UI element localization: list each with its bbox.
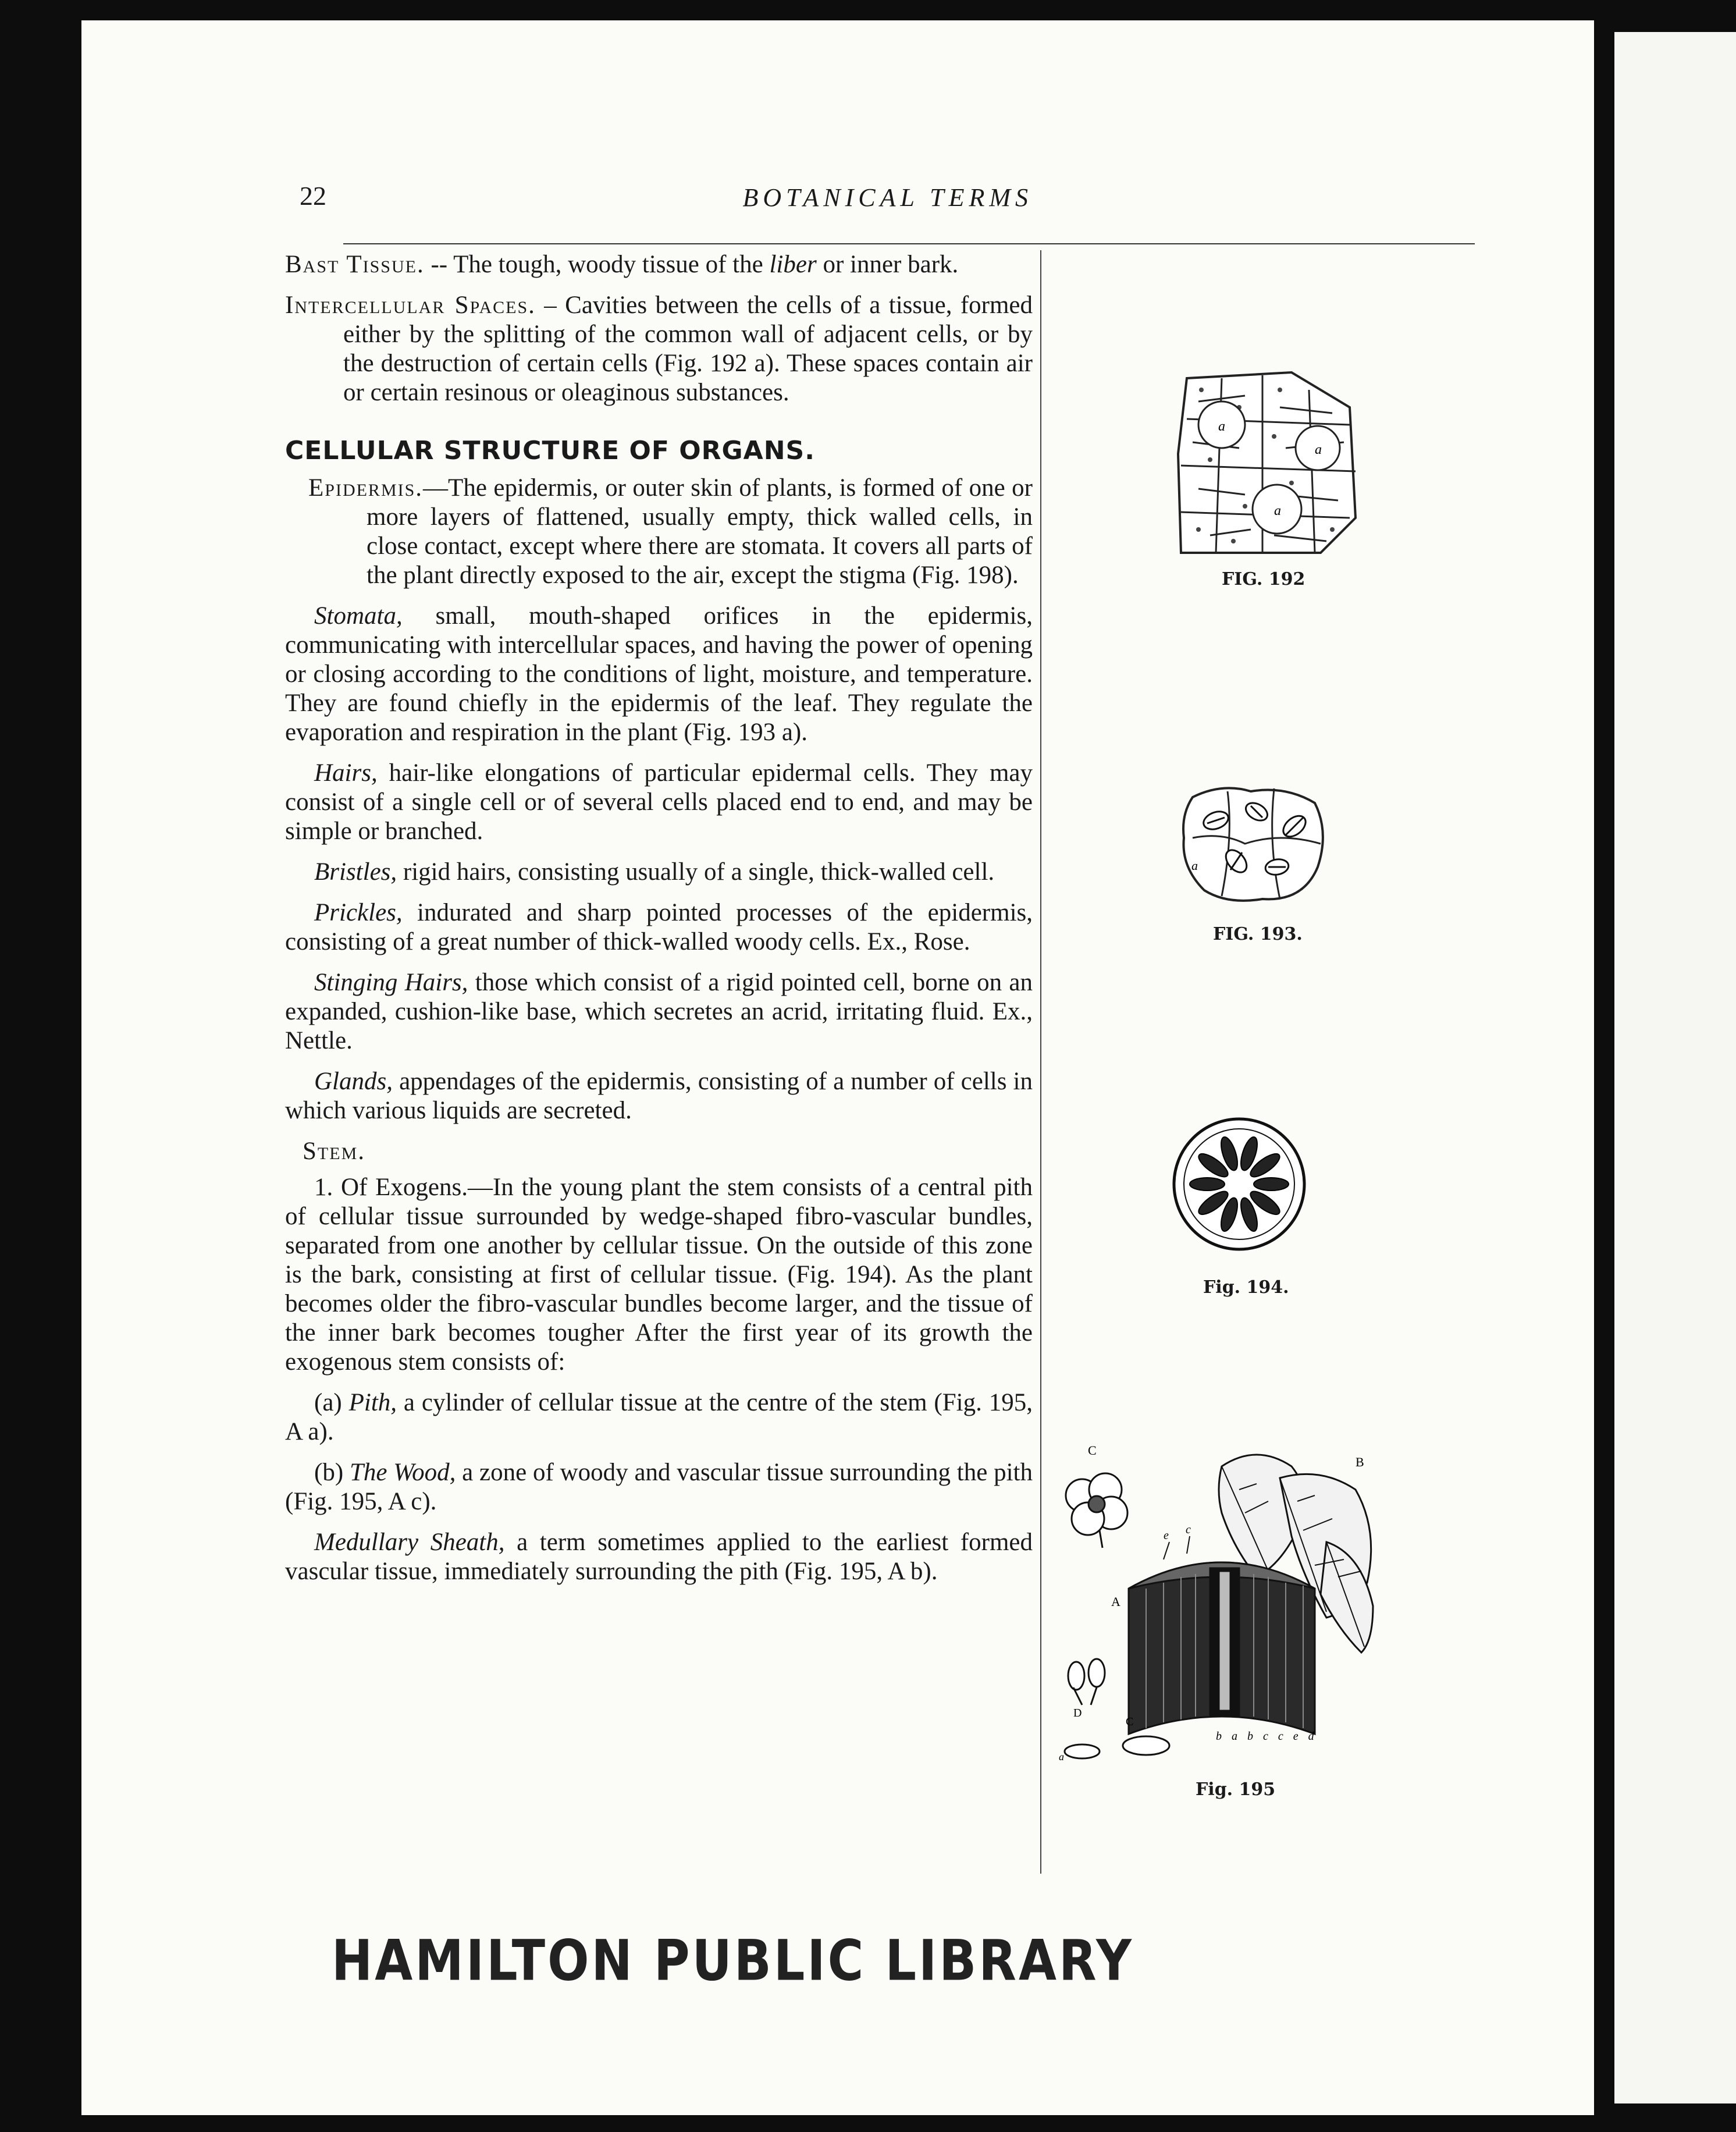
- fig195-label-a-upper: A: [1111, 1594, 1120, 1609]
- fig192-label-a3: a: [1274, 503, 1281, 518]
- item-prefix: (b): [314, 1459, 350, 1486]
- item-term: The Wood,: [349, 1459, 456, 1486]
- subentry-text: indurated and sharp pointed processes of the epidermis, consisting of a great number of thick-walled woody cells. Ex., Rose.: [285, 899, 1033, 955]
- fig195-label-c-upper: C: [1088, 1443, 1097, 1458]
- subentry-term: Stomata,: [314, 602, 403, 630]
- stem-heading: Stem.: [303, 1138, 365, 1165]
- fig195-label-c: c: [1186, 1523, 1191, 1536]
- subentry-term: Glands,: [314, 1068, 393, 1095]
- entry-bast-tissue: [285, 250, 1033, 279]
- entry-intercellular-spaces: [285, 291, 1033, 407]
- fig195-label-d: D: [1073, 1707, 1082, 1719]
- figure-195-caption: Fig. 195: [1196, 1779, 1276, 1800]
- entry-epidermis: [308, 474, 1033, 590]
- fig195-label-a-lower: a: [1059, 1751, 1064, 1763]
- subentry-text: rigid hairs, consisting usually of a single, thick-walled cell.: [397, 858, 995, 886]
- entry-text: -- The tough, woody tissue of the: [424, 251, 770, 278]
- subentry-bristles: [285, 858, 1033, 887]
- entry-italic: liber: [769, 251, 817, 278]
- fig194-vascular-bundle: [1254, 1178, 1289, 1191]
- facing-page-edge: [1614, 32, 1736, 2103]
- item-text: a zone of woody and vascular tissue surrounding the pith (Fig. 195, A c).: [285, 1459, 1033, 1515]
- figure-194-stem-section: [1169, 1114, 1309, 1254]
- figure-193-stomata: [1175, 780, 1332, 908]
- figure-194-caption: Fig. 194.: [1203, 1277, 1289, 1298]
- entry-text-end: or inner bark.: [816, 251, 959, 278]
- item-text: a term sometimes applied to the earliest formed vascular tissue, immediately surrounding the pith (Fig. 195, A b).: [285, 1529, 1033, 1585]
- entry-term: Epidermis.: [308, 474, 424, 502]
- item-term: Medullary Sheath,: [314, 1529, 505, 1556]
- subentry-text: appendages of the epidermis, consisting of a number of cells in which various liquids are secreted.: [285, 1068, 1033, 1124]
- running-head: [300, 175, 1033, 221]
- subentry-text: small, mouth-shaped orifices in the epidermis, communicating with intercellular spaces, and having the power of opening or closing according to the conditions of light, moisture, and temperature. They are found chiefly in the epidermis of the leaf. They regulate the evaporation and respiration in the plant (Fig. 193 a).: [285, 602, 1033, 746]
- subentry-stomata: [285, 602, 1033, 747]
- library-stamp: HAMILTON PUBLIC LIBRARY: [332, 1927, 1134, 1994]
- fig192-label-a2: a: [1315, 442, 1322, 457]
- subentry-hairs: [285, 759, 1033, 846]
- subentry-term: Hairs,: [314, 759, 378, 787]
- stem-item-pith: [285, 1388, 1033, 1447]
- subentry-text: hair-like elongations of particular epidermal cells. They may consist of a single cell or of several cells placed end to end, and may be simple or branched.: [285, 759, 1033, 845]
- item-term: Pith,: [348, 1389, 397, 1416]
- entry-term: Bast Tissue.: [285, 251, 425, 278]
- fig195-stem-section: [1129, 1562, 1315, 1734]
- subentry-term: Prickles,: [314, 899, 403, 926]
- subentry-glands: [285, 1067, 1033, 1125]
- fig195-label-c-lower: C: [1126, 1715, 1134, 1728]
- fig195-flower: [1066, 1473, 1127, 1548]
- entry-text: – Cavities between the cells of a tissue, formed either by the splitting of the common wall of adjacent cells, or by the destruction of certain cells (Fig. 192 a). These spaces contain air or certain resinous or oleaginous substances.: [343, 292, 1033, 406]
- header-rule: [343, 243, 1475, 244]
- main-text-column: [285, 250, 1033, 1598]
- entry-term: Intercellular Spaces.: [285, 292, 536, 319]
- fig195-label-b: B: [1356, 1455, 1364, 1469]
- column-rule: [1040, 250, 1041, 1874]
- fig194-vascular-bundle: [1190, 1178, 1225, 1191]
- page-number: 22: [300, 181, 326, 211]
- entry-text: —The epidermis, or outer skin of plants, is formed of one or more layers of flattened, usually empty, thick walled cells, in close contact, except where there are stomata. It covers all parts of the plant directly exposed to the air, except the stigma (Fig. 198).: [367, 474, 1033, 589]
- fig195-base-letters: b a b c c e d: [1216, 1730, 1318, 1743]
- figure-195-woody-stem: [1047, 1443, 1408, 1781]
- item-text: a cylinder of cellular tissue at the centre of the stem (Fig. 195, A a).: [285, 1389, 1033, 1445]
- subentry-text: those which consist of a rigid pointed cell, borne on an expanded, cushion-like base, which secretes an acrid, irritating fluid. Ex., Nettle.: [285, 969, 1033, 1054]
- subentry-term: Stinging Hairs,: [314, 969, 468, 996]
- figure-192-caption: FIG. 192: [1222, 569, 1305, 589]
- stem-exogens-paragraph: 1. Of Exogens.—In the young plant the stem consists of a central pith of cellular tissue surrounded by wedge-shaped fibro-vascular bundles, separated from one another by cellular tissue. On the outside of this zone is the bark, consisting at first of cellular tissue. (Fig. 194). As the plant becomes older the fibro-vascular bundles become larger, and the tissue of the inner bark becomes tougher After the first year of its growth the exogenous stem consists of:: [285, 1174, 1033, 1376]
- stem-item-medullary-sheath: [285, 1528, 1033, 1586]
- running-title: BOTANICAL TERMS: [742, 183, 1033, 212]
- fig195-label-e: e: [1164, 1529, 1169, 1542]
- fig192-label-a: a: [1218, 419, 1225, 434]
- section-heading: CELLULAR STRUCTURE OF ORGANS.: [285, 436, 815, 466]
- figure-193-caption: FIG. 193.: [1213, 924, 1303, 944]
- stem-item-wood: [285, 1458, 1033, 1516]
- fig193-label-a: a: [1191, 858, 1198, 873]
- subentry-stinging-hairs: [285, 968, 1033, 1056]
- subentry-term: Bristles,: [314, 858, 397, 886]
- figure-192-cell-tissue: [1175, 367, 1361, 559]
- subentry-prickles: [285, 898, 1033, 957]
- item-prefix: (a): [314, 1389, 349, 1416]
